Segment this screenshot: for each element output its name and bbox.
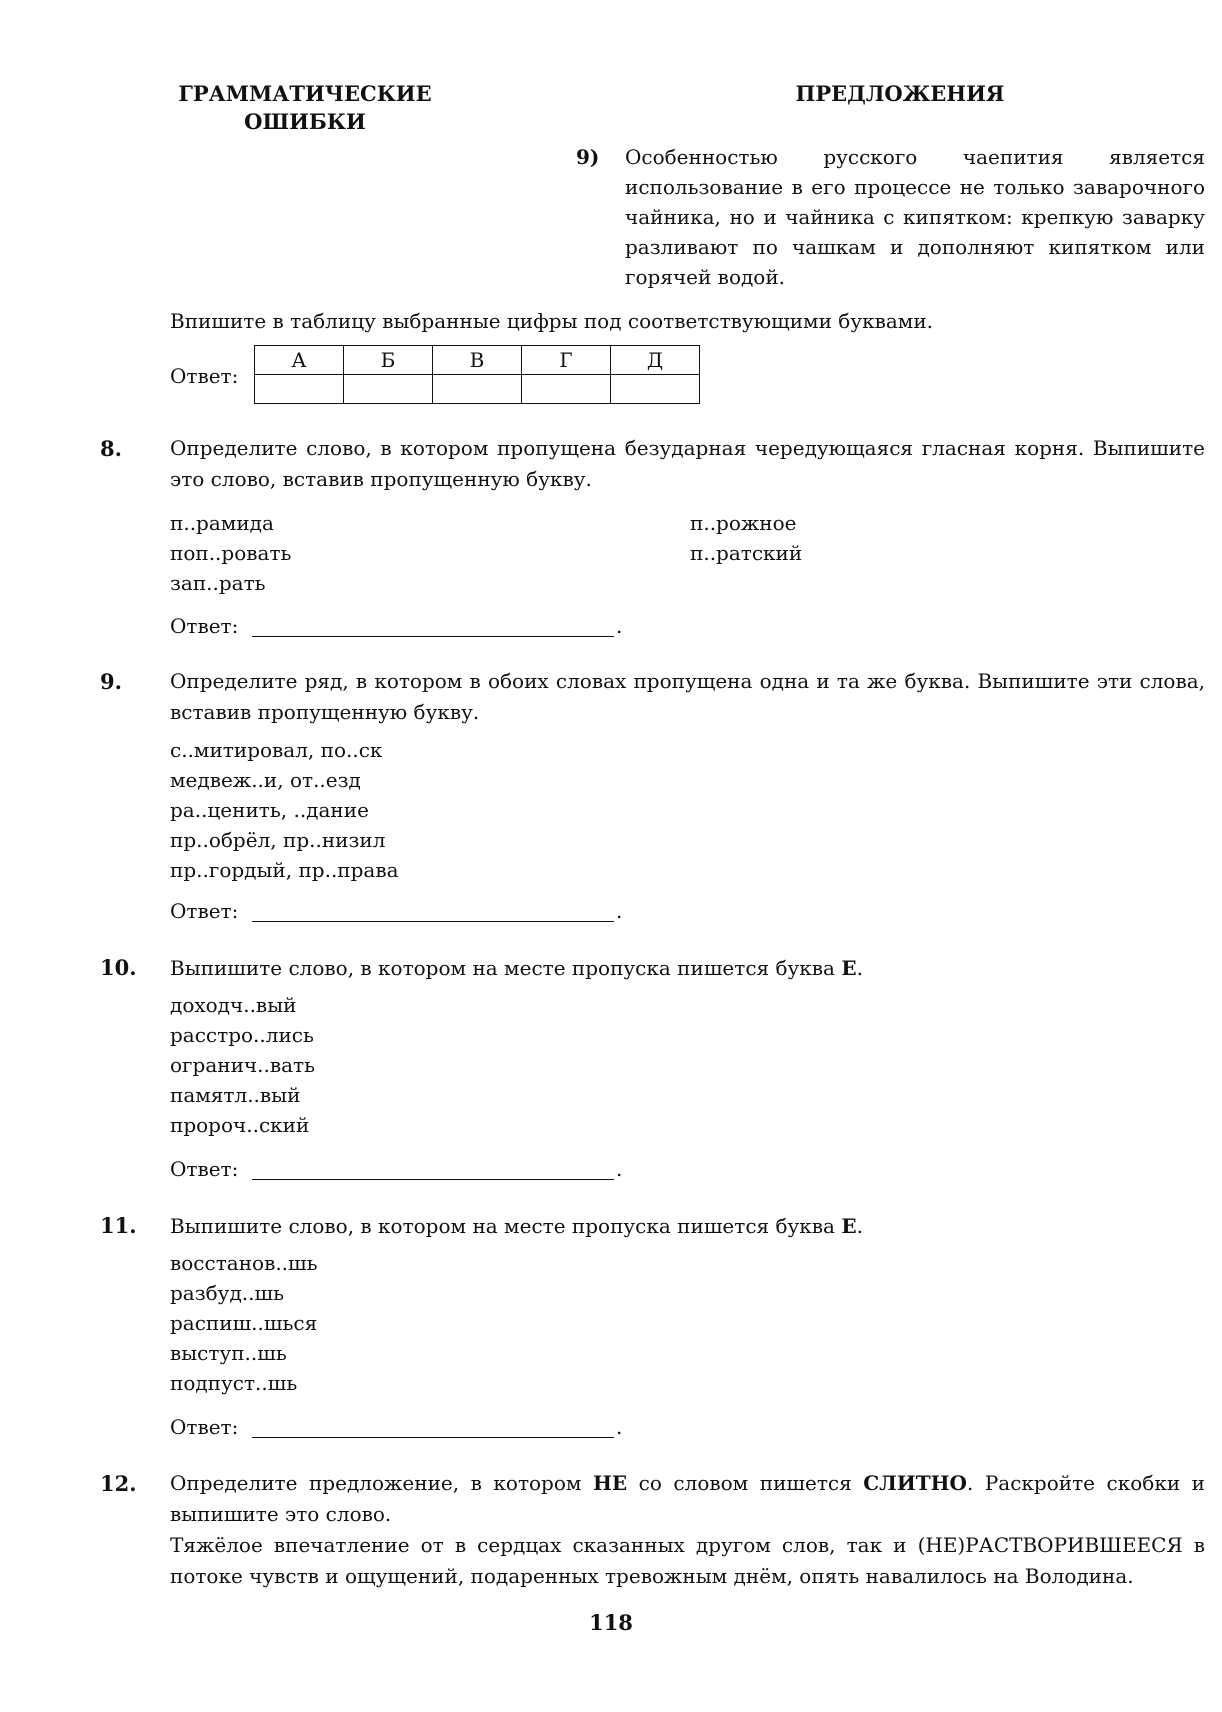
question-11-answer-line[interactable] [252,1437,614,1438]
table-header-b: Б [344,346,433,375]
right-column-heading: ПРЕДЛОЖЕНИЯ [795,81,1005,106]
question-12-text [170,1468,1205,1530]
word-option: доходч..вый [170,993,297,1017]
word-option: зап..рать [170,571,266,595]
word-option: п..рамида [170,511,274,535]
answer-table [254,345,700,404]
left-column-heading [150,80,460,136]
answer-period: . [616,1415,623,1439]
question-9-text: Определите ряд, в котором в обоих словах пропущена одна и та же буква. Выпишите эти слова, вставив пропущенную букву. [170,669,1205,724]
question-8-words-col2 [690,508,802,568]
question-10-words [170,990,315,1140]
answer-cell-v[interactable] [433,375,522,404]
heading-line-1: ГРАММАТИЧЕСКИЕ [178,81,432,106]
question-10-letter: Е [841,956,857,980]
answer-period: . [616,1157,623,1181]
word-option: с..митировал, по..ск [170,738,383,762]
table-header-g: Г [522,346,611,375]
answer-cell-b[interactable] [344,375,433,404]
answer-period: . [616,614,623,638]
table-header-v: В [433,346,522,375]
word-option: разбуд..шь [170,1281,284,1305]
page-number: 118 [589,1610,633,1635]
question-12-ne: НЕ [592,1471,628,1495]
question-8-number: 8. [100,436,122,461]
question-12-number: 12. [100,1471,137,1496]
word-option: пр..гордый, пр..права [170,858,399,882]
question-10-number: 10. [100,955,137,980]
question-10-text: Выпишите слово, в котором на месте пропуска пишется буква Е. [170,956,863,980]
table-header-a: А [255,346,344,375]
word-option: пр..обрёл, пр..низил [170,828,386,852]
word-option: восстанов..шь [170,1251,318,1275]
question-12-sentence: Тяжёлое впечатление от в сердцах сказанных другом слов, так и (НЕ)РАСТВОРИВШЕЕСЯ в потоке чувств и ощущений, подаренных тревожным днём, опять навалилось на Володина. [170,1533,1205,1588]
word-option: пророч..ский [170,1113,310,1137]
answer-table-input-row [255,375,700,404]
word-option: п..рожное [690,511,797,535]
word-option: ра..ценить, ..дание [170,798,369,822]
answer-table-header-row [255,346,700,375]
word-option: распиш..шься [170,1311,318,1335]
answer-label: Ответ: [170,364,239,388]
word-option: подпуст..шь [170,1371,298,1395]
question-11-text-main: Выпишите слово, в котором на месте пропуска пишется буква [170,1214,842,1238]
question-11-letter: Е [841,1214,857,1238]
question-8-answer-label: Ответ: [170,614,239,638]
question-11-text: Выпишите слово, в котором на месте пропуска пишется буква Е. [170,1214,863,1238]
table-instruction: Впишите в таблицу выбранные цифры под соответствующими буквами. [170,309,934,333]
word-option: п..ратский [690,541,803,565]
question-12-slitno: СЛИТНО [863,1471,967,1495]
table-header-d: Д [611,346,700,375]
question-9-words [170,735,399,885]
sentence-number: 9) [576,145,600,169]
question-12-text-c: . Раскройте скобки и выпишите это слово. [170,1471,1206,1526]
question-12-text-a: Определите предложение, в котором [170,1471,593,1495]
word-option: поп..ровать [170,541,292,565]
question-9-answer-label: Ответ: [170,899,239,923]
sentence-text: Особенностью русского чаепития является использование в его процессе не только заварочного чайника, но и чайника с кипятком: крепкую заварку разливают по чашкам и дополняют кипятком или горячей водой. [625,145,1205,289]
question-9-answer-line[interactable] [252,921,614,922]
question-11-answer-label: Ответ: [170,1415,239,1439]
word-option: огранич..вать [170,1053,315,1077]
answer-cell-d[interactable] [611,375,700,404]
question-11-number: 11. [100,1213,137,1238]
question-10-answer-line[interactable] [252,1179,614,1180]
question-11-words [170,1248,318,1398]
question-8-text: Определите слово, в котором пропущена безударная чередующаяся гласная корня. Выпишите это слово, вставив пропущенную букву. [170,436,1205,491]
word-option: выступ..шь [170,1341,287,1365]
answer-cell-a[interactable] [255,375,344,404]
question-10-answer-label: Ответ: [170,1157,239,1181]
question-8-answer-line[interactable] [252,636,614,637]
word-option: памятл..вый [170,1083,301,1107]
question-12-text-b: со словом пишется [627,1471,864,1495]
answer-period: . [616,899,623,923]
question-9-number: 9. [100,669,122,694]
heading-line-2: ОШИБКИ [244,109,366,134]
question-8-words-col1 [170,508,291,598]
question-10-text-main: Выпишите слово, в котором на месте пропуска пишется буква [170,956,842,980]
word-option: расстро..лись [170,1023,314,1047]
answer-cell-g[interactable] [522,375,611,404]
word-option: медвеж..и, от..езд [170,768,361,792]
